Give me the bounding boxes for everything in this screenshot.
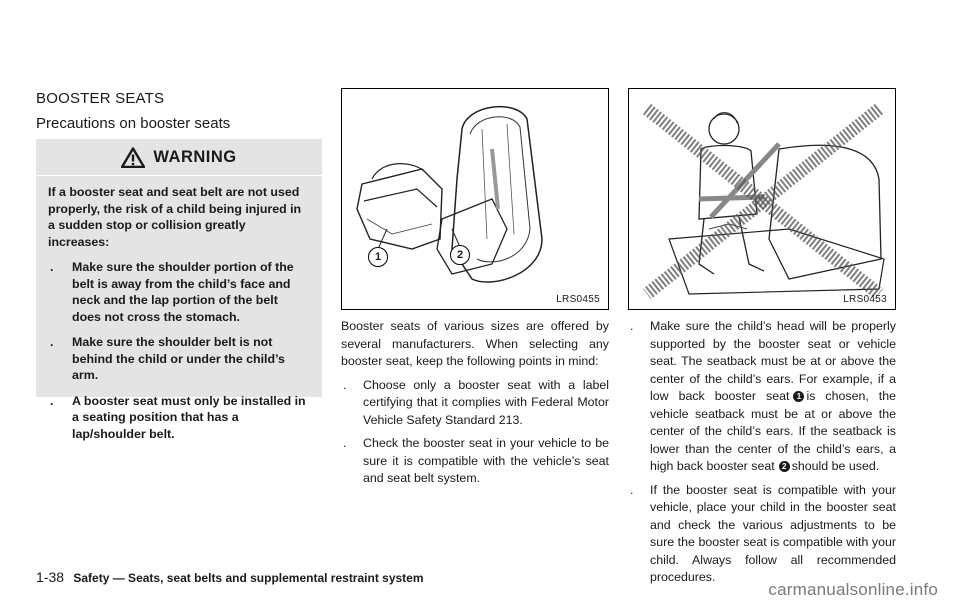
warning-item	[48, 259, 310, 325]
right-text	[628, 318, 896, 593]
warning-label: WARNING	[153, 147, 237, 166]
list-item-text: Check the booster seat in your vehicle to be sure it is compatible with the vehicle’s seat and seat belt system.	[363, 436, 609, 485]
list-item-text	[650, 318, 896, 476]
list-item-text: Choose only a booster seat with a label certifying that it complies with Federal Motor Vehicle Safety Standard 213.	[363, 377, 609, 427]
section-title: BOOSTER SEATS	[36, 90, 165, 107]
bullet: .	[343, 377, 347, 392]
list-item	[628, 482, 896, 587]
warning-box	[36, 139, 322, 441]
bullet: .	[50, 260, 54, 274]
warning-intro: If a booster seat and seat belt are not used properly, the risk of a child being injured in a sudden stop or collision greatly increases:	[48, 185, 302, 249]
bullet: .	[630, 482, 634, 497]
page-footer	[36, 569, 424, 585]
figure-code: LRS0453	[843, 294, 887, 305]
watermark: carmanualsonline.info	[768, 580, 938, 599]
warning-item-text: Make sure the shoulder belt is not behind the child or under the child’s arm.	[72, 335, 285, 382]
bullet: .	[630, 319, 634, 333]
text-segment: is chosen, the vehicle seatback must be at or above the center of the child’s ears. If the seatback is lower than the center of the child’s ears, a high back booster seat	[650, 389, 896, 473]
warning-header	[36, 139, 322, 176]
bullet: .	[50, 335, 54, 349]
figure-code: LRS0455	[556, 294, 600, 305]
figure-booster-seats	[341, 88, 609, 310]
callout-badge-2: 2	[779, 461, 790, 472]
bullet: .	[343, 436, 347, 450]
figure-incorrect-usage	[628, 88, 896, 310]
warning-item	[48, 334, 310, 384]
middle-intro: Booster seats of various sizes are offered by several manufacturers. When selecting any booster seat, keep the following points in mind:	[341, 319, 609, 368]
callout-marker-2: 2	[450, 245, 470, 265]
list-item	[341, 435, 609, 488]
warning-item	[48, 393, 310, 443]
list-item-text: If the booster seat is compatible with your vehicle, place your child in the booster seat and check the various adjustments to be sure the booster seat is compatible with your child. Always follow all recommended procedures.	[650, 482, 896, 584]
list-item	[341, 377, 609, 430]
callout-badge-1: 1	[793, 391, 804, 402]
incorrect-usage-illustration	[629, 89, 894, 308]
callout-marker-1: 1	[368, 247, 388, 267]
booster-seats-illustration	[342, 89, 607, 308]
text-segment: should be used.	[791, 459, 880, 473]
text-segment: Make sure the child’s head will be properly supported by the booster seat or vehicle seat. The seatback must be at or above the center of the child’s ears. For example, if a low back booster seat	[650, 319, 896, 403]
middle-text	[341, 318, 609, 494]
warning-item-text: Make sure the shoulder portion of the belt is away from the child’s face and neck and the lap portion of the belt does not cross the stomach.	[72, 260, 294, 324]
page-number: 1-38	[36, 569, 65, 585]
list-item	[628, 318, 896, 476]
warning-body	[36, 176, 322, 442]
bullet: .	[50, 393, 54, 408]
subsection-title: Precautions on booster seats	[36, 115, 231, 132]
warning-triangle-icon	[121, 147, 145, 168]
warning-item-text: A booster seat must only be installed in a seating position that has a lap/shoulder belt.	[72, 393, 306, 441]
chapter-title: Safety — Seats, seat belts and supplemental restraint system	[73, 571, 424, 585]
